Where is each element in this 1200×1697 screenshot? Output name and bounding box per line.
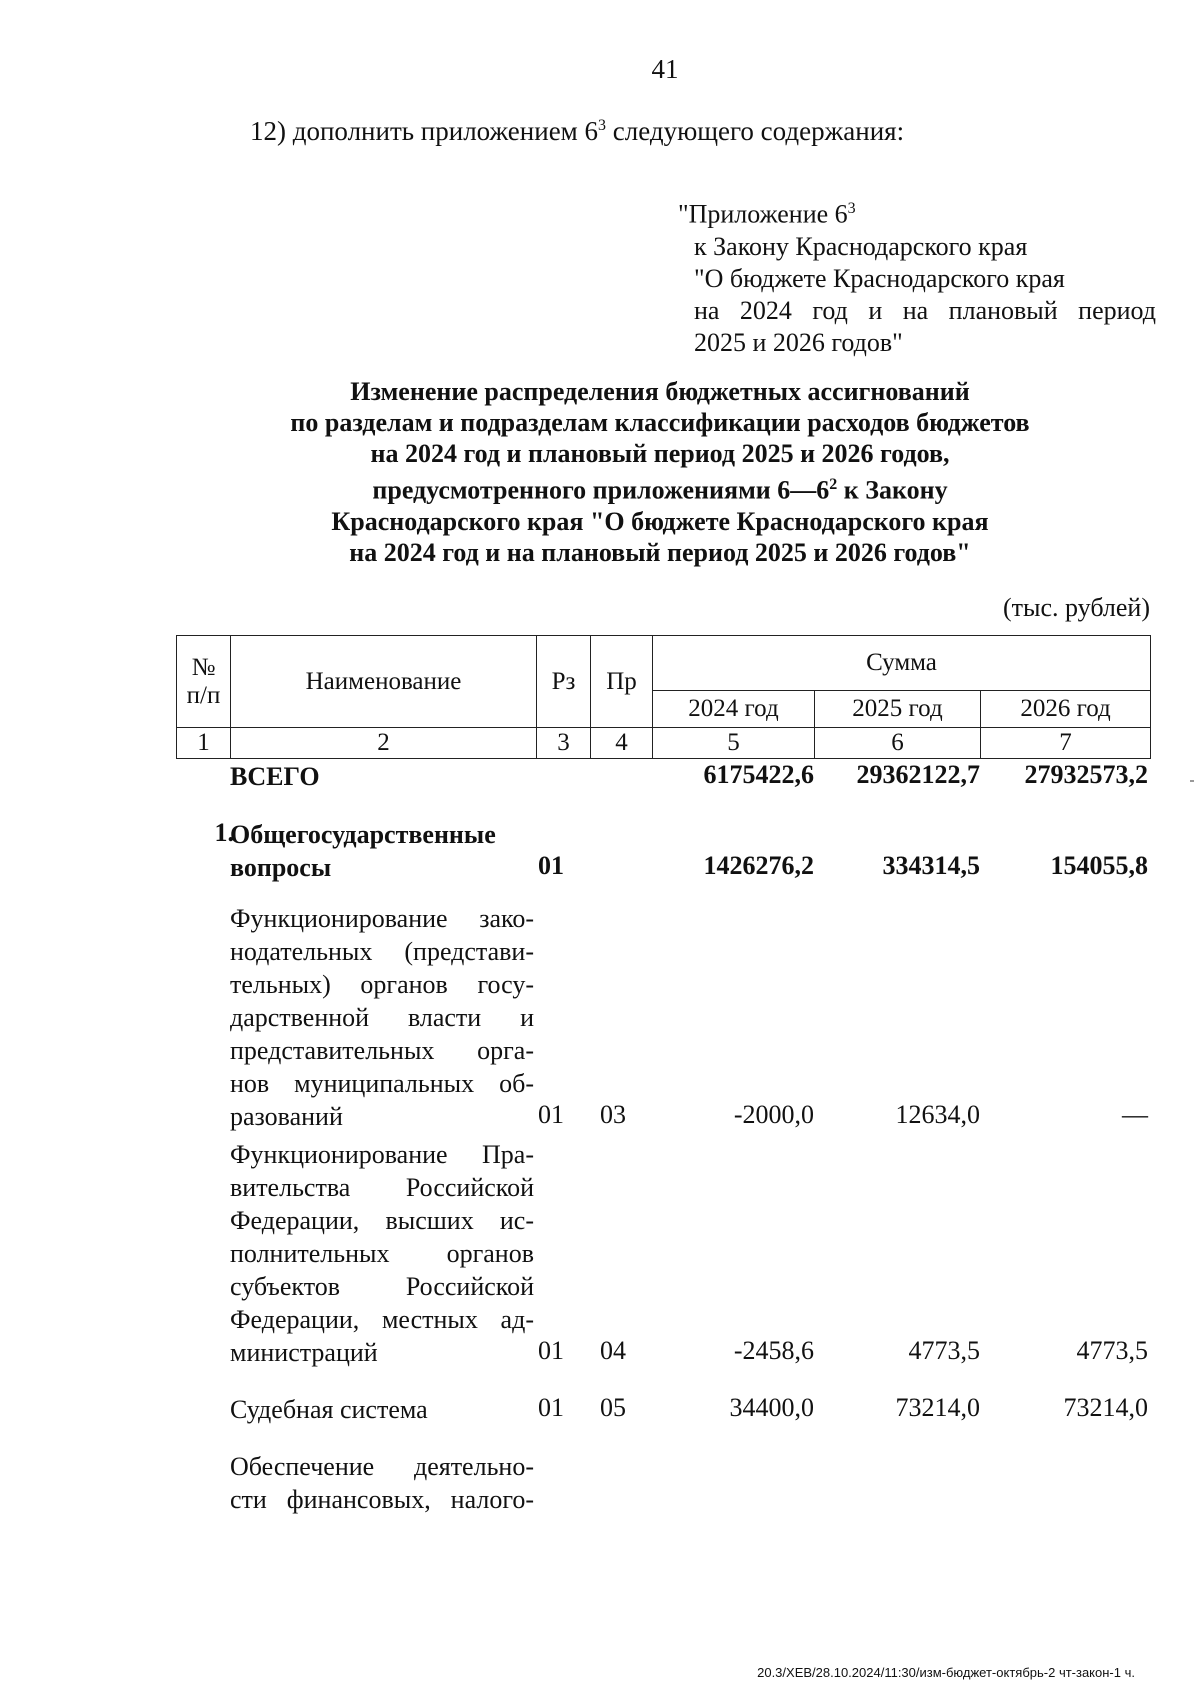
page-number: 41 xyxy=(651,54,679,84)
header-2024: 2024 год xyxy=(653,691,815,728)
col-number: 6 xyxy=(815,728,981,759)
units-label: (тыс. рублей) xyxy=(1002,593,1150,622)
footer-file-stamp: 20.3/ХЕВ/28.10.2024/11:30/изм-бюджет-октябрь-2 чт-закон-1 ч. xyxy=(757,1665,1135,1680)
header-sum: Сумма xyxy=(653,636,1151,691)
header-num: № п/п xyxy=(177,636,231,728)
scan-artifact xyxy=(1190,780,1194,782)
col-number: 4 xyxy=(591,728,653,759)
header-2025: 2025 год xyxy=(815,691,981,728)
col-number: 3 xyxy=(537,728,591,759)
header-name: Наименование xyxy=(231,636,537,728)
col-number: 5 xyxy=(653,728,815,759)
table-header xyxy=(176,635,1151,759)
appendix-header: "Приложение $6^3$ к Закону Краснодарского края "О бюджете Краснодарского края на 2024 год и на плановый период 2025 и 2026 годов" xyxy=(678,199,1156,357)
header-2026: 2026 год xyxy=(981,691,1151,728)
header-pr: Пр xyxy=(591,636,653,728)
document-title: Изменение распределения бюджетных ассигнований по разделам и подразделам классификации расходов бюджетов на 2024 год и плановый период 2025 и 2026 годов, предусмотренного приложениями $6—6^2$ к Закону Краснодарского края "О бюджете Краснодарского края на 2024 год и на плановый период 2025 и 2026 годов" xyxy=(290,377,1030,567)
col-number: 2 xyxy=(231,728,537,759)
intro-paragraph: 12) дополнить приложением $6^3$ следующего содержания: xyxy=(250,116,905,146)
header-rz: Рз xyxy=(537,636,591,728)
col-number: 1 xyxy=(177,728,231,759)
col-number: 7 xyxy=(981,728,1151,759)
